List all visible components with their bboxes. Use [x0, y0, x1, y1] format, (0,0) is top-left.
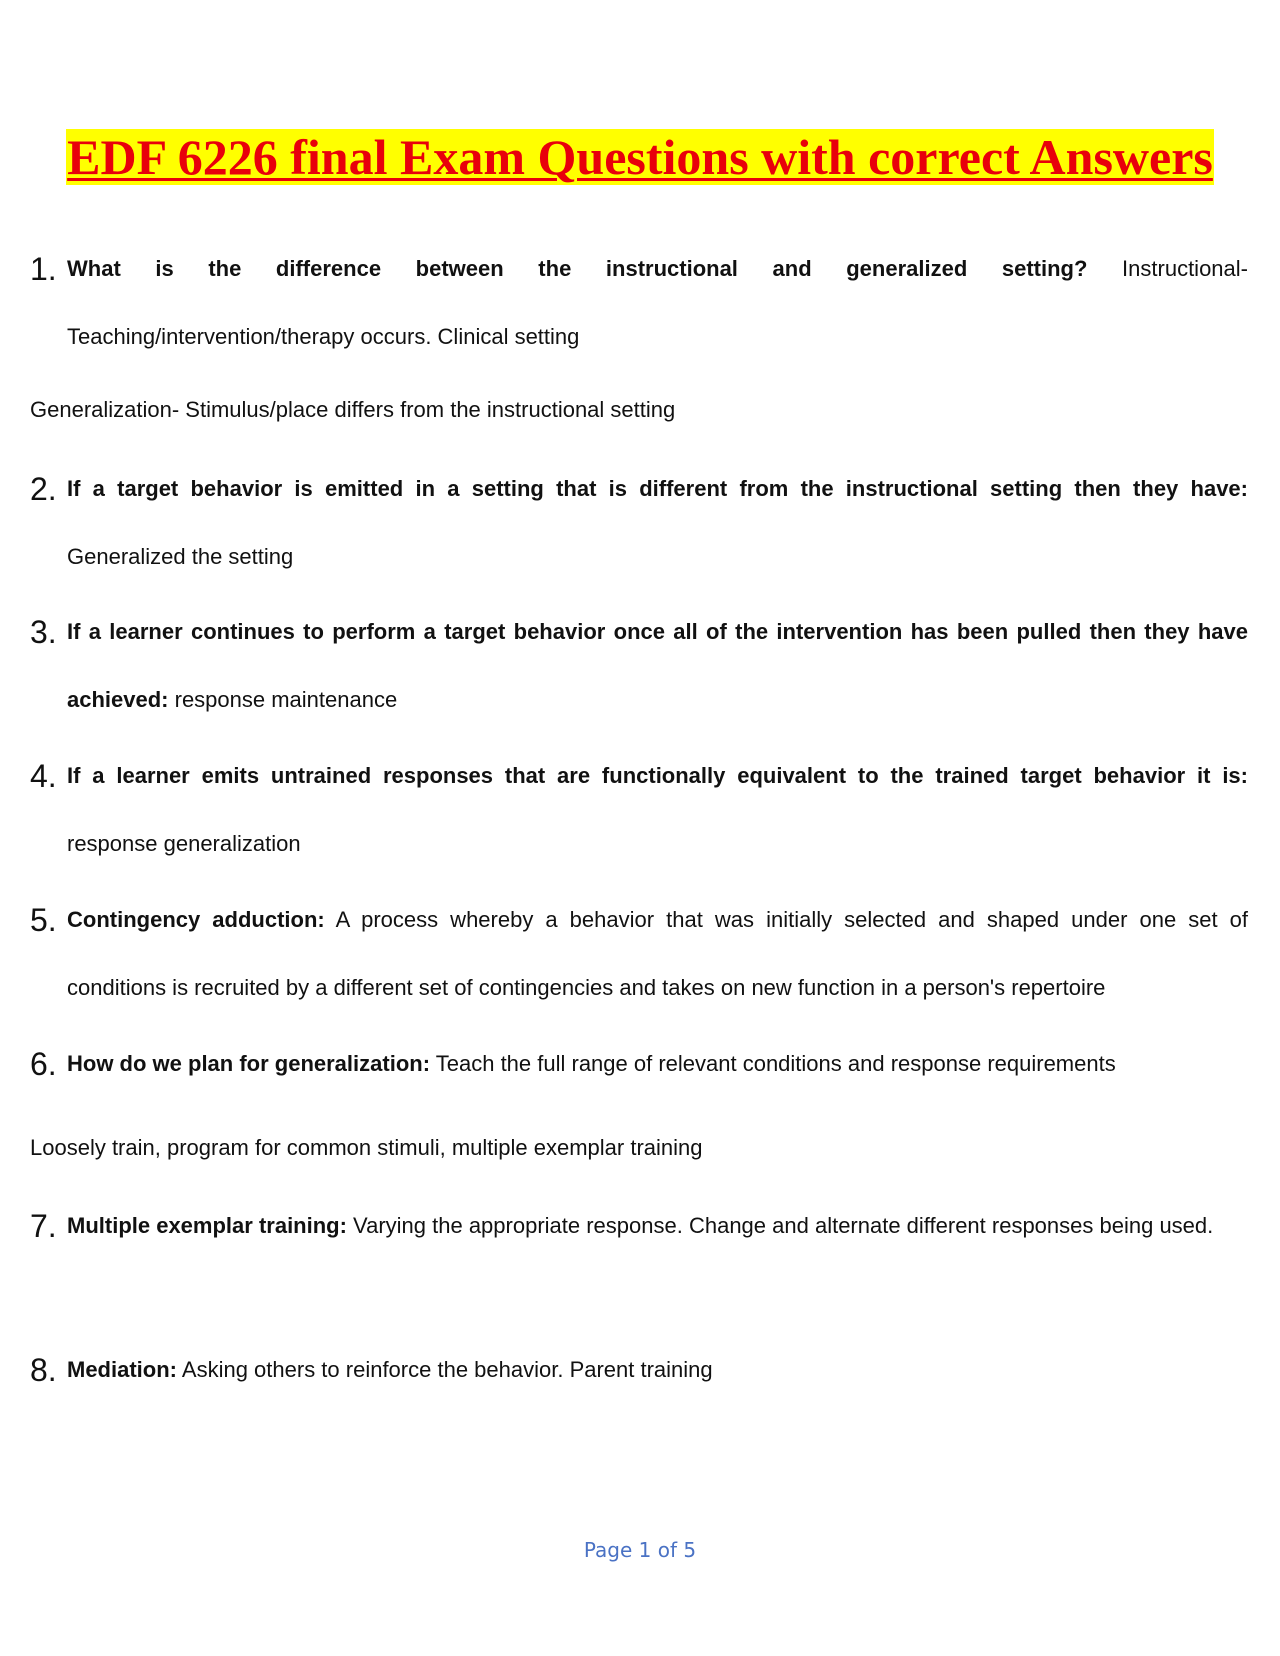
- page-title: EDF 6226 final Exam Questions with correct Answers: [67, 129, 1213, 185]
- answer-continuation: Generalization- Stimulus/place differs from the instructional setting: [30, 397, 676, 422]
- answer-text: response generalization: [67, 831, 301, 856]
- page-number-footer: Page 1 of 5: [583, 1538, 697, 1562]
- question-body: [67, 455, 1248, 591]
- question-text: Mediation:: [67, 1357, 177, 1382]
- question-body: [67, 235, 1248, 371]
- title-block: [0, 126, 1280, 188]
- question-number: 1.: [30, 251, 57, 287]
- question-text: Multiple exemplar training:: [67, 1213, 347, 1238]
- question-number: 8.: [30, 1352, 57, 1388]
- answer-text: Teach the full range of relevant conditions and response requirements: [430, 1051, 1116, 1076]
- question-body: [67, 1336, 1248, 1404]
- question-text: If a learner emits untrained responses that are functionally equivalent to the trained target behavior it is:: [67, 763, 1248, 788]
- question-item-5: [30, 902, 1249, 1022]
- answer-continuation: Loosely train, program for common stimuli, multiple exemplar training: [30, 1135, 703, 1160]
- answer-text: Generalized the setting: [67, 544, 294, 569]
- question-text: Contingency adduction:: [67, 907, 325, 932]
- question-body: [67, 742, 1248, 878]
- question-body: [67, 1030, 1248, 1098]
- question-item-8: [30, 1352, 1248, 1404]
- question-item-4: [30, 758, 1248, 878]
- question-item-6: [30, 1046, 1248, 1098]
- question-number: 6.: [30, 1046, 57, 1082]
- question-text: If a learner continues to perform a target behavior once all of the intervention has been pulled then they have achieved:: [67, 619, 1248, 712]
- question-text: How do we plan for generalization:: [67, 1051, 431, 1076]
- question-number: 5.: [30, 902, 57, 938]
- answer-text: Asking others to reinforce the behavior. Parent training: [177, 1357, 713, 1382]
- question-body: [67, 886, 1248, 1022]
- question-body: [67, 598, 1248, 734]
- question-item-7: [30, 1208, 1248, 1260]
- answer-text: Instructional- Teaching/intervention/therapy occurs. Clinical setting: [67, 256, 1248, 349]
- question-text: If a target behavior is emitted in a setting that is different from the instructional setting then they have:: [67, 476, 1248, 501]
- question-body: [67, 1192, 1248, 1260]
- question-text: What is the difference between the instructional and generalized setting?: [67, 256, 1088, 281]
- question-item-3: [30, 614, 1248, 734]
- answer-text: Varying the appropriate response. Change and alternate different responses being used.: [346, 1213, 1214, 1238]
- question-item-1: [30, 251, 1248, 371]
- answer-text: A process whereby a behavior that was initially selected and shaped under one set of conditions is recruited by a different set of contingencies and takes on new function in a person's repertoire: [67, 907, 1249, 1000]
- question-number: 4.: [30, 758, 57, 794]
- question-number: 7.: [30, 1208, 57, 1244]
- question-number: 2.: [30, 471, 57, 507]
- answer-text: response maintenance: [168, 687, 398, 712]
- question-item-2: [30, 471, 1248, 591]
- question-number: 3.: [30, 614, 57, 650]
